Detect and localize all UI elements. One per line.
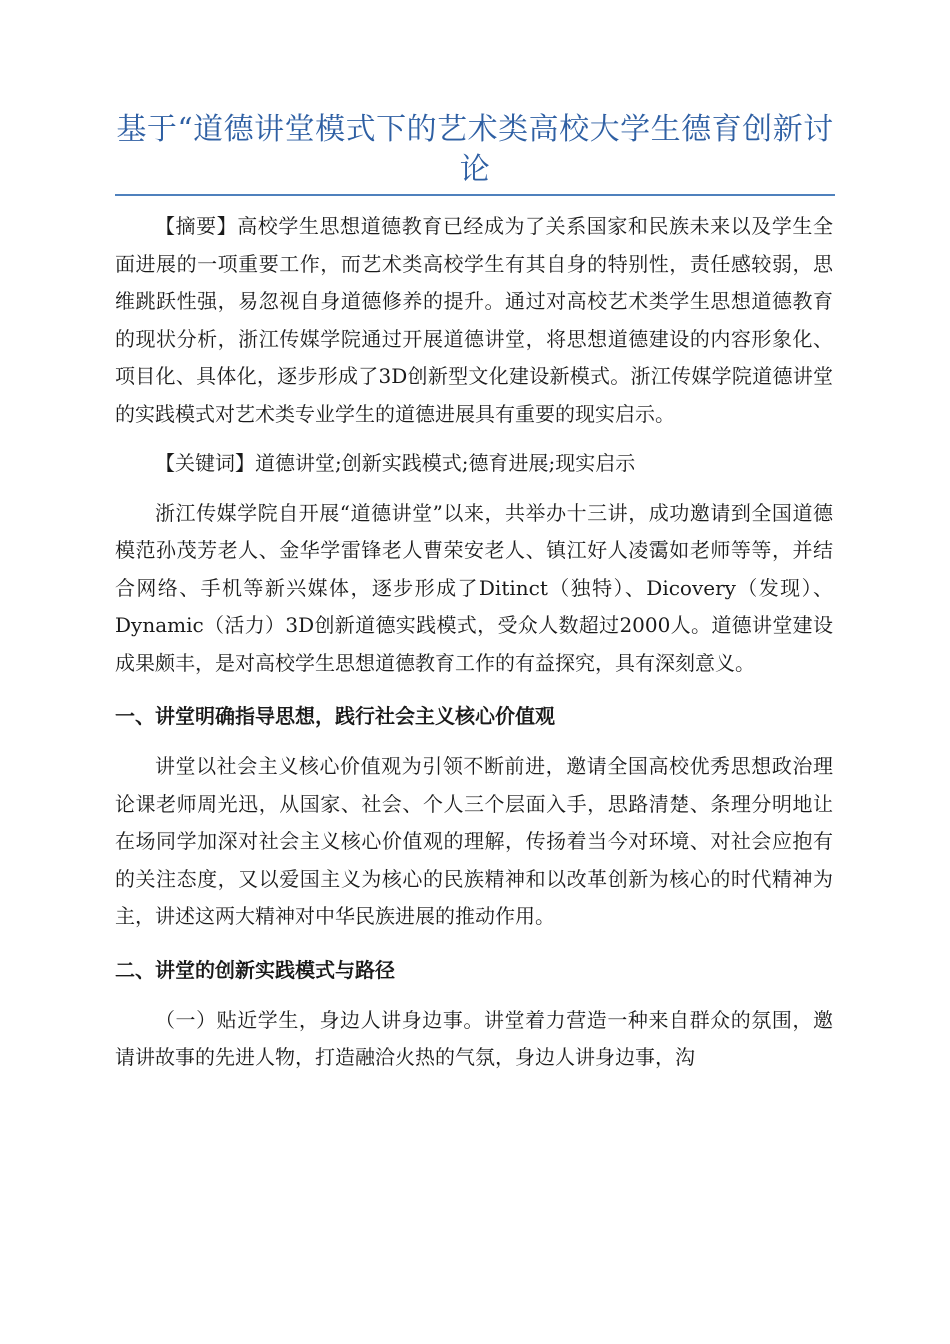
- page-title: 基于“道德讲堂模式下的艺术类高校大学生德育创新讨论: [116, 112, 834, 187]
- abstract-paragraph: 【摘要】高校学生思想道德教育已经成为了关系国家和民族未来以及学生全面进展的一项重要工作，而艺术类高校学生有其自身的特别性，责任感较弱，思维跳跃性强，易忽视自身道德修养的提升。通过对高校艺术类学生思想道德教育的现状分析，浙江传媒学院通过开展道德讲堂，将思想道德建设的内容形象化、项目化、具体化，逐步形成了3D创新型文化建设新模式。浙江传媒学院道德讲堂的实践模式对艺术类专业学生的道德进展具有重要的现实启示。: [115, 214, 833, 426]
- section-1-heading: 一、讲堂明确指导思想，践行社会主义核心价值观: [115, 704, 555, 728]
- section-2-paragraph: （一）贴近学生，身边人讲身边事。讲堂着力营造一种来自群众的氛围，邀请讲故事的先进人物，打造融洽火热的气氛，身边人讲身边事，沟: [115, 1007, 833, 1069]
- section-2-heading: 二、讲堂的创新实践模式与路径: [115, 957, 395, 982]
- intro-paragraph: 浙江传媒学院自开展“道德讲堂”以来，共举办十三讲，成功邀请到全国道德模范孙茂芳老人、金华学雷锋老人曹荣安老人、镇江好人凌霭如老师等等，并结合网络、手机等新兴媒体，逐步形成了Ditinct（独特）、Dicovery（发现）、Dynamic（活力）3D创新道德实践模式，受众人数超过2000人。道德讲堂建设成果颇丰，是对高校学生思想道德教育工作的有益探究，具有深刻意义。: [115, 500, 833, 675]
- keywords-paragraph: 【关键词】道德讲堂;创新实践模式;德育进展;现实启示: [155, 451, 636, 475]
- title-block: [115, 110, 835, 196]
- section-1-paragraph: 讲堂以社会主义核心价值观为引领不断前进，邀请全国高校优秀思想政治理论课老师周光迅，从国家、社会、个人三个层面入手，思路清楚、条理分明地让在场同学加深对社会主义核心价值观的理解，传扬着当今对环境、对社会应抱有的关注态度，又以爱国主义为核心的民族精神和以改革创新为核心的时代精神为主，讲述这两大精神对中华民族进展的推动作用。: [115, 754, 833, 928]
- document-body: [115, 208, 833, 1077]
